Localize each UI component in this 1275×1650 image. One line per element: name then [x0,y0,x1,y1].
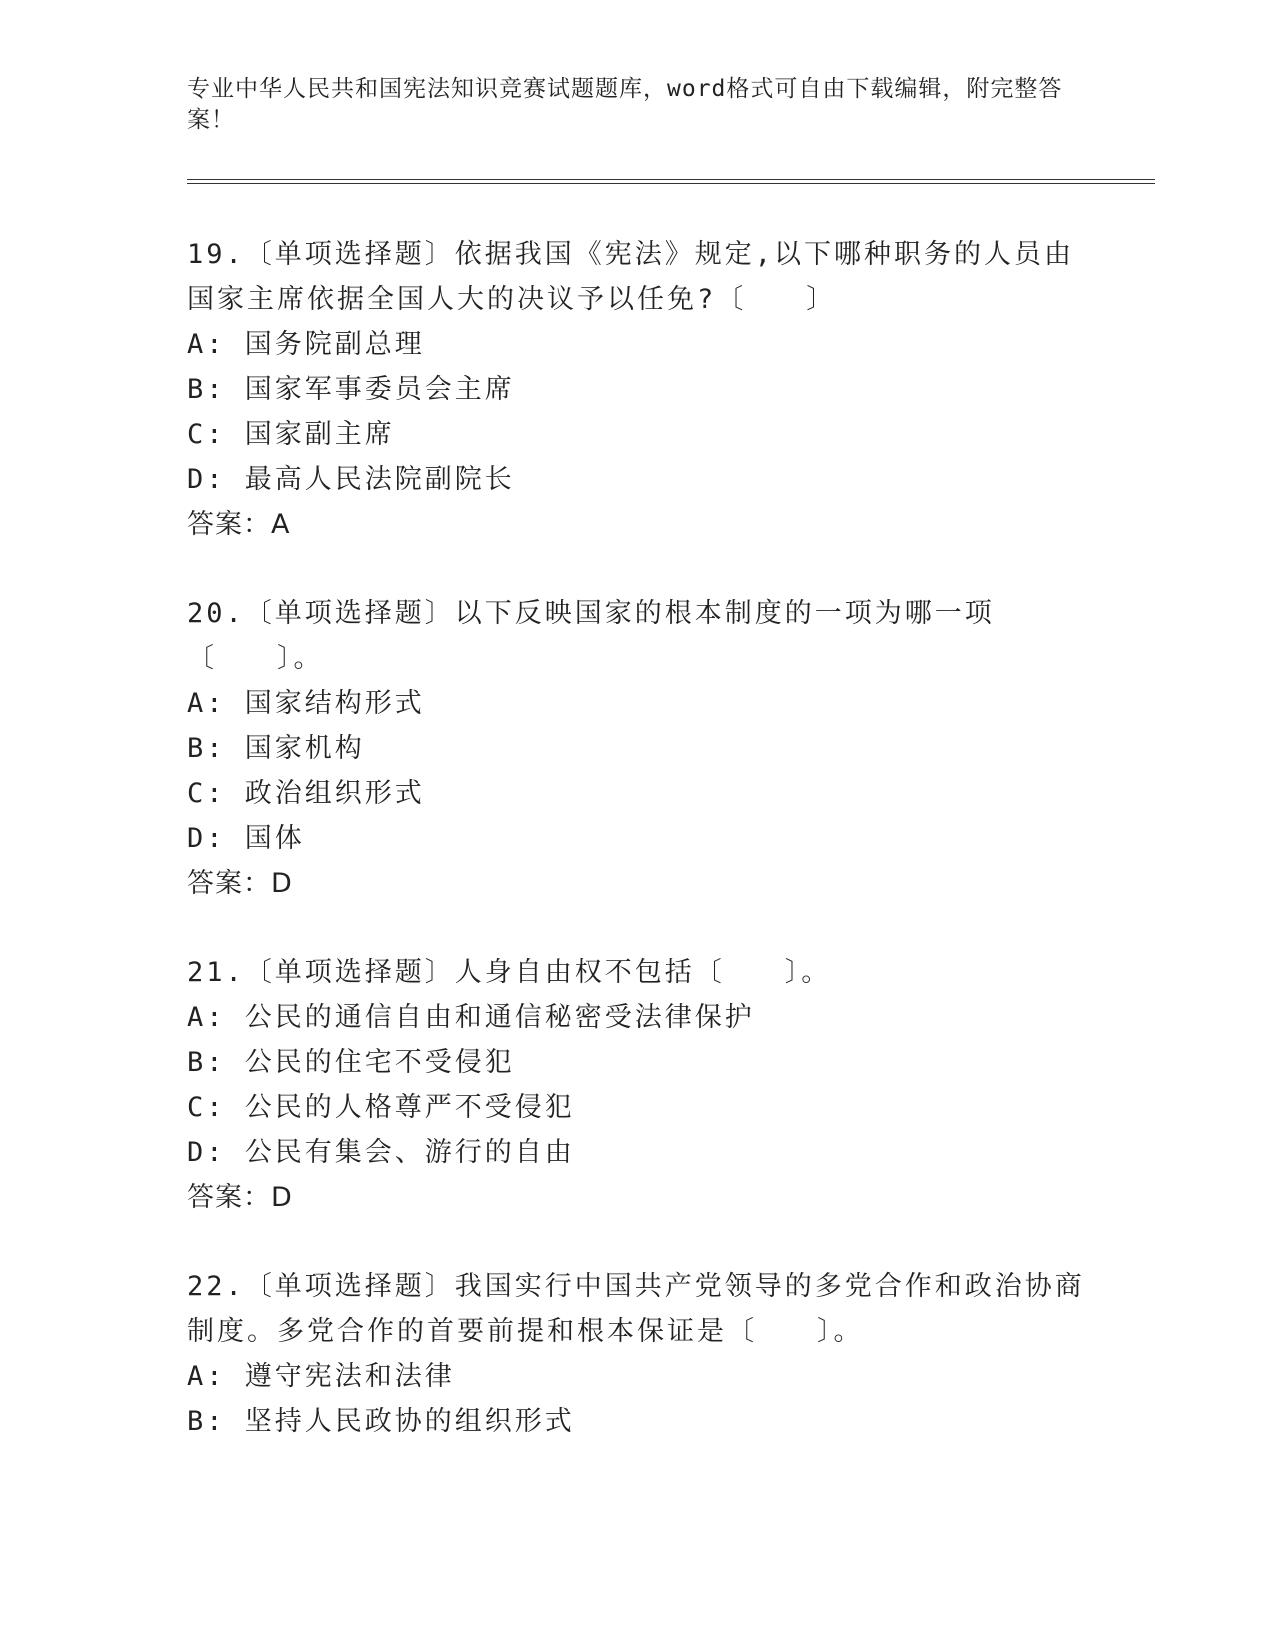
question-list [187,232,1087,1488]
question-stem: 20.〔单项选择题〕以下反映国家的根本制度的一项为哪一项〔 〕。 [187,598,995,674]
option-d: D: 最高人民法院副院长 [187,464,515,495]
question-22 [187,1264,1087,1444]
header-divider [187,179,1155,184]
option-d: D: 国体 [187,823,305,854]
option-b: B: 国家机构 [187,733,365,764]
option-a: A: 公民的通信自由和通信秘密受法律保护 [187,1002,755,1033]
question-stem: 21.〔单项选择题〕人身自由权不包括〔 〕。 [187,957,832,988]
option-a: A: 国务院副总理 [187,329,425,360]
option-b: B: 国家军事委员会主席 [187,374,515,405]
option-a: A: 国家结构形式 [187,688,425,719]
option-c: C: 公民的人格尊严不受侵犯 [187,1092,575,1123]
question-20 [187,591,1087,906]
question-19 [187,232,1087,547]
question-21 [187,950,1087,1220]
answer: 答案：A [187,509,291,540]
option-c: C: 国家副主席 [187,419,395,450]
document-header: 专业中华人民共和国宪法知识竞赛试题题库，word格式可自由下载编辑，附完整答案！ [187,76,1063,133]
option-c: C: 政治组织形式 [187,778,425,809]
answer: 答案：D [187,1182,293,1213]
question-stem: 22.〔单项选择题〕我国实行中国共产党领导的多党合作和政治协商制度。多党合作的首要前提和根本保证是〔 〕。 [187,1271,1085,1347]
option-d: D: 公民有集会、游行的自由 [187,1137,575,1168]
option-b: B: 公民的住宅不受侵犯 [187,1047,515,1078]
question-stem: 19.〔单项选择题〕依据我国《宪法》规定,以下哪种职务的人员由国家主席依据全国人大的决议予以任免?〔 〕 [187,239,1075,315]
option-a: A: 遵守宪法和法律 [187,1361,455,1392]
option-b: B: 坚持人民政协的组织形式 [187,1406,575,1437]
answer: 答案：D [187,868,293,899]
